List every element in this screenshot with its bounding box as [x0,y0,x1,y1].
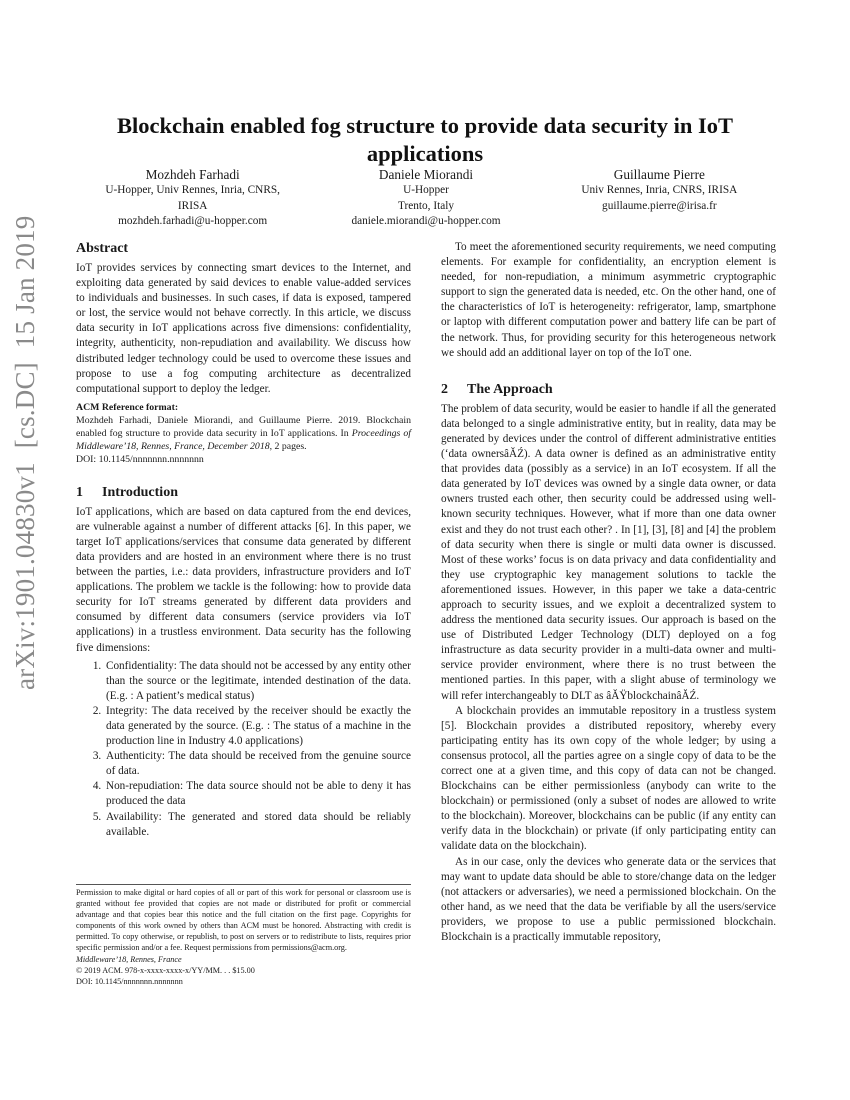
list-item: 3. Authenticity: The data should be received from the genuine source of data. [104,749,411,779]
author-email: daniele.miorandi@u-hopper.com [351,215,501,227]
section-title: Introduction [102,484,178,500]
author-email: mozhdeh.farhadi@u-hopper.com [118,215,268,227]
acm-reference-pages: 2 pages. [272,441,307,453]
author-affiliation: Trento, Italy [397,199,455,212]
author-affiliation: U-Hopper [403,184,449,196]
acm-reference-text [76,414,411,454]
acm-reference-doi: DOI: 10.1145/nnnnnnn.nnnnnnn [76,454,204,466]
paper-title: Blockchain enabled fog structure to provide data security in IoT applications [116,113,734,167]
abstract-heading: Abstract [76,241,129,256]
approach-paragraph: A blockchain provides an immutable repository in a trustless system [5]. Blockchain provides a distributed repository, whereby every participating entity has its own copy of the whole ledger; by using a consensus protocol, all the parties agree on a single copy of data to be the correct one at a given time, and this copy of data can not be changed. Blockchains can be either permissionless (anybody can write to the blockchain) or permissioned (only a subset of nodes are allowed to write to the blockchain). Moreover, blockchains can be public (if any entity can verify data in the blockchain) or private (if only participating entity can validate data on the blockchain). [441,704,776,853]
section-2-heading [441,381,776,399]
list-item: 5. Availability: The generated and stored data should be reliably available. [104,810,411,840]
author-block [76,166,776,230]
author-affiliation: IRISA [177,199,208,212]
section-title: The Approach [467,381,553,397]
permission-notice: Permission to make digital or hard copies of all or part of this work for personal or classroom use is granted without fee provided that copies are not made or distributed for profit or commercial advantage and that copies bear this notice and the full citation on the first page. Copyrights for components of this work owned by others than ACM must be honored. Abstracting with credit is permitted. To copy otherwise, or republish, to post on servers or to redistribute to lists, requires prior specific permission and/or a fee. Request permissions from permissions@acm.org. [76,888,411,953]
author-affiliation: Univ Rennes, Inria, CNRS, IRISA [581,184,738,196]
copyright-line: © 2019 ACM. 978-x-xxxx-xxxx-x/YY/MM. . . $15.00 [76,965,255,975]
acm-reference-heading: ACM Reference format: [76,401,179,413]
author-affiliation: U-Hopper, Univ Rennes, Inria, CNRS, [105,184,280,196]
author-2 [309,166,542,230]
footnote-doi: DOI: 10.1145/nnnnnnn.nnnnnnn [76,976,183,986]
author-3 [543,166,776,230]
list-item: 1. Confidentiality: The data should not be accessed by any entity other than the source or the legitimate, intended destination of the data. (E.g. : A patient’s medical status) [104,659,411,704]
list-item: 4. Non-repudiation: The data source should not be able to deny it has produced the data [104,779,411,809]
acm-reference-venue: Proceedings of Middleware’18, Rennes, France, December 2018, [76,428,411,453]
author-name: Guillaume Pierre [613,167,705,182]
author-name: Daniele Miorandi [378,167,474,182]
right-column [441,240,776,945]
author-name: Mozhdeh Farhadi [145,167,240,182]
introduction-continued-paragraph: To meet the aforementioned security requirements, we need computing elements. For example for confidentiality, an encryption element is needed, for non-repudiation, a minimum asymmetric cryptographic support to sign the generated data is needed, etc. On the other hand, one of the characteristics of IoT is heterogeneity: refrigerator, lamp, smartphone or laptop with different computation power and battery life can be part of the network. Thus, for providing security for this heterogeneous network we should add an additional layer on top of the IoT one. [441,241,776,359]
introduction-paragraph: IoT applications, which are based on data captured from the end devices, are vulnerable against a number of different attacks [6]. In this paper, we target IoT applications/services that consume data generated by different data providers and are hosted in an environment where there is no trust between the parties, i.e.: data providers, infrastructure providers and IoT applications. The problem we tackle is the following: how to provide data security for IoT streams generated by different data providers and consumed by different data consumers (service providers via IoT applications) in a trustless environment. Data security has the following five dimensions: [76,505,411,654]
author-1 [76,166,309,230]
approach-paragraph: The problem of data security, would be easier to handle if all the generated data belonged to a single administrative entity, but in reality, data may be generated by devices under the control of different administrative entities (‘data ownersâĂŹ). A data owner is defined as an administrative entity that provides data (possibly as a service) in an IoT ecosystem. If all the data generated by IoT devices was owned by a single data owner, or data owners trusted each other, then security could be addressed using well-known security techniques. However, what if more than one data owner exist and they do not trust each other? . In [1], [3], [8] and [4] the problem of data security when there is single or multi data owner is discussed. Most of these works’ focus is on data privacy and data confidentiality and they use cryptographic key management solutions to tackle the aforementioned issues. However, in this paper we take a data-centric approach to security issues, and we exploit a decentralized system to address the mentioned data security issues. Our approach is based on the use of Distributed Ledger Technology (DLT) deployed on a fog infrastructure as data security provider in a multi-data owner and multi-service provider environment, where there is no trust between the mentioned parties. In this paper, with a slight abuse of terminology we will refer interchangeably to DLT as âĂŸblockchainâĂŹ. [441,402,776,702]
security-dimensions-list [76,659,411,840]
left-column [76,240,411,840]
acm-reference-authors: Mozhdeh Farhadi, Daniele Miorandi, and Guillaume Pierre. 2019. Blockchain enabled fog structure to provide data security in IoT applications. In [76,414,411,440]
abstract-text: IoT provides services by connecting smart devices to the Internet, and exploiting data generated by said devices to enable value-added services to individuals and businesses. In such cases, if data is exposed, tampered or lost, the service would not behave correctly. In this article, we discuss data security in IoT applications across five dimensions: confidentiality, integrity, authenticity, non-repudiation and availability. We discuss how distributed ledger technology could be used to overcome these issues and propose to use a fog computing architecture as decentralized computational support to deploy the ledger. [76,262,411,395]
conference-venue: Middleware’18, Rennes, France [76,954,182,964]
section-number: 2 [441,381,448,397]
section-number: 1 [76,484,83,500]
author-email: guillaume.pierre@irisa.fr [602,199,717,212]
approach-paragraph: As in our case, only the devices who generate data or the services that may want to update data should be able to store/change data on the ledger (not attackers or adversaries), we need a permissioned blockchain. On the other hand, as we need that the data be verifiable by all the users/service providers, we propose to use a public permissioned blockchain. Blockchain is a practically immutable repository, [441,855,776,944]
footnote-divider [76,884,411,885]
section-1-heading [76,484,411,502]
copyright-footnote [76,884,411,987]
list-item: 2. Integrity: The data received by the receiver should be exactly the data generated by the source. (E.g. : The status of a machine in the production line in Industry 4.0 applications) [104,704,411,749]
arxiv-identifier-stamp: arXiv:1901.04830v1 [cs.DC] 15 Jan 2019 [10,215,40,690]
